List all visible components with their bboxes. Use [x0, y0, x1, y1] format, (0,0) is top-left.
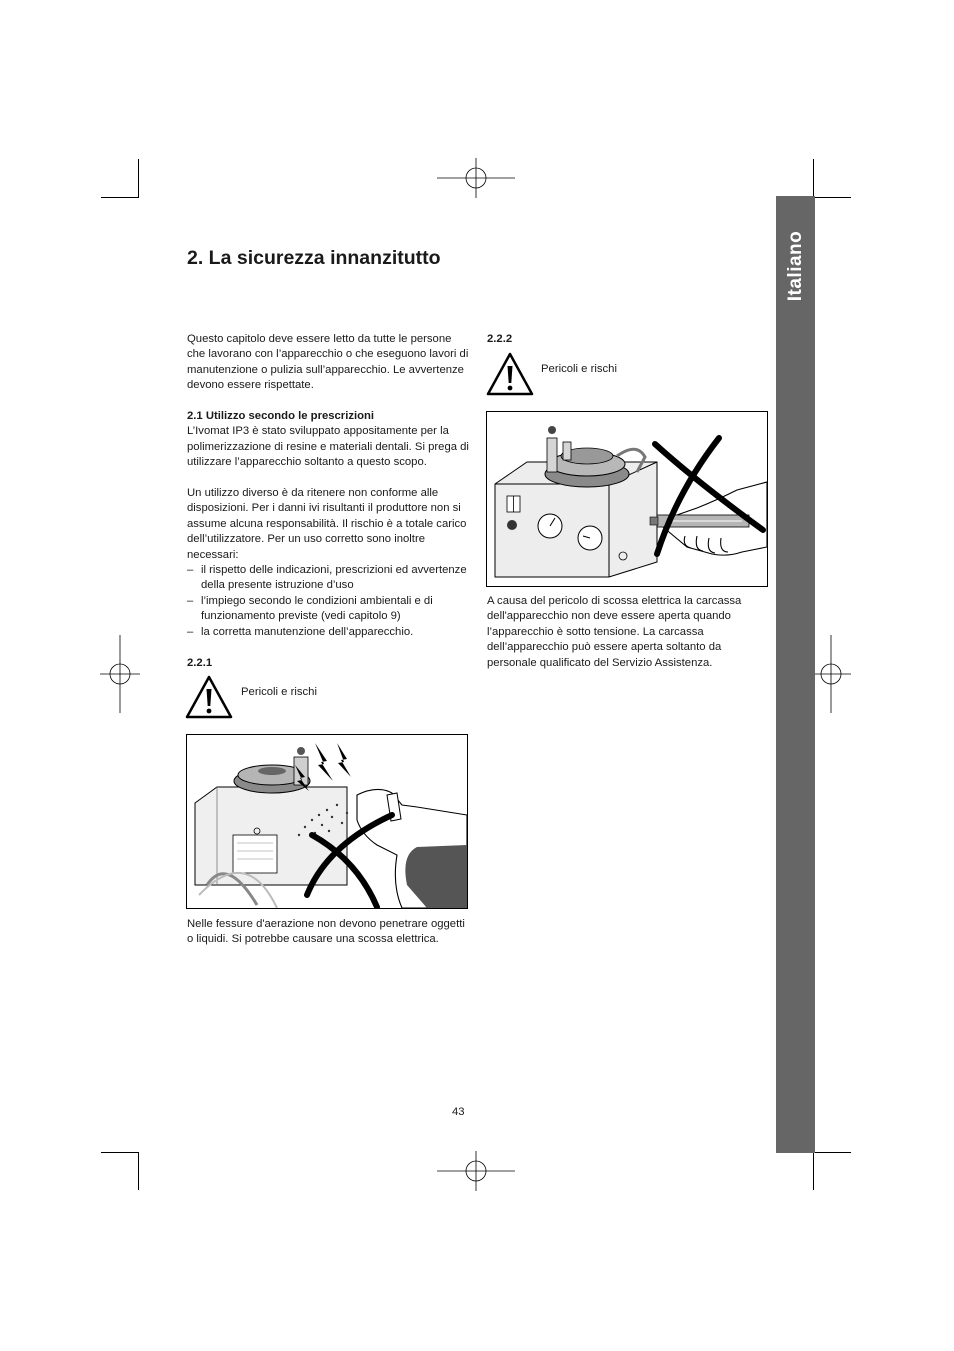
registration-mark-bottom: [437, 1151, 515, 1191]
registration-mark-right: [811, 635, 851, 713]
list-item: – la corretta manutenzione dell’apparecchio.: [187, 625, 469, 640]
registration-mark-left: [100, 635, 140, 713]
crop-mark: [138, 1152, 139, 1190]
illustration-housing-hazard: [486, 411, 768, 587]
requirements-list: [187, 563, 469, 640]
illustration-ventilation-hazard: [186, 734, 468, 909]
section-2-1-para2: Un utilizzo diverso è da ritenere non conforme alle disposizioni. Per i danni ivi risultanti il produttore non si assume alcuna responsabilità. Il rischio è a totale carico dell’utilizzatore. Per un uso corretto sono inoltre necessari:: [187, 487, 467, 561]
list-item: – il rispetto delle indicazioni, prescrizioni ed avvertenze della presente istruzione d’uso: [187, 563, 469, 594]
crop-mark: [101, 1152, 139, 1153]
section-2-1: [187, 409, 469, 640]
section-2-2-1-number: 2.2.1: [187, 657, 213, 669]
warning-triangle-icon: [486, 352, 534, 396]
section-2-1-para1: L’Ivomat IP3 è stato sviluppato appositamente per la polimerizzazione di resine e materiali dentali. Si prega di utilizzare l’apparecchio soltanto a questo scopo.: [187, 425, 469, 469]
section-2-2-2-number: 2.2.2: [487, 333, 513, 345]
page-title: 2. La sicurezza innanzitutto: [187, 247, 441, 269]
page-number: 43: [452, 1106, 465, 1118]
registration-mark-top: [437, 158, 515, 198]
crop-mark: [101, 197, 139, 198]
crop-mark: [813, 1152, 851, 1153]
warning-triangle-icon: [185, 675, 233, 719]
language-side-tab: [776, 196, 815, 1153]
list-item: – l’impiego secondo le condizioni ambientali e di funzionamento previste (vedi capitolo 9): [187, 594, 469, 625]
crop-mark: [813, 1152, 814, 1190]
caption-2-2-2: A causa del pericolo di scossa elettrica la carcassa dell'apparecchio non deve essere aperta quando l’apparecchio è sotto tensione. La carcassa dell’apparecchio può essere aperta soltanto da personale qualificato del Servizio Assistenza.: [487, 595, 742, 669]
crop-mark: [813, 159, 814, 197]
language-tab-label: Italiano: [784, 230, 806, 302]
intro-paragraph: Questo capitolo deve essere letto da tutte le persone che lavorano con l’apparecchio o che eseguono lavori di manutenzione o pulizia sull’apparecchio. Le avvertenze devono essere rispettate.: [187, 333, 469, 392]
crop-mark: [138, 159, 139, 197]
caption-2-2-1: Nelle fessure d'aerazione non devono penetrare oggetti o liquidi. Si potrebbe causare una scossa elettrica.: [187, 918, 465, 946]
crop-mark: [813, 197, 851, 198]
section-2-1-title: 2.1 Utilizzo secondo le prescrizioni: [187, 410, 375, 422]
device-open-illustration: [487, 412, 767, 586]
warning-label: Pericoli e rischi: [541, 363, 617, 375]
warning-label: Pericoli e rischi: [241, 686, 317, 698]
device-spray-illustration: [187, 735, 467, 908]
